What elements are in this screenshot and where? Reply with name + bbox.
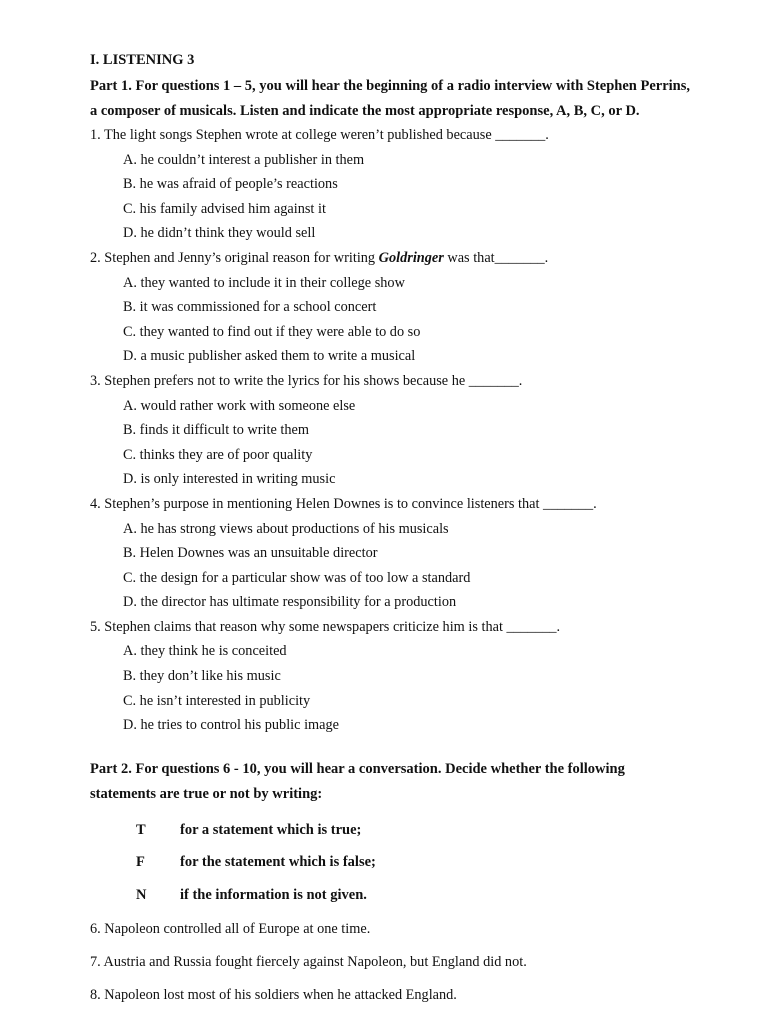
- question-1: [90, 123, 690, 246]
- option-a: A. he has strong views about productions of his musicals: [123, 520, 449, 537]
- question-stem: 3. Stephen prefers not to write the lyrics for his shows because he _______.: [90, 372, 523, 389]
- option-b: B. finds it difficult to write them: [123, 422, 309, 439]
- statement-list: [90, 913, 690, 1011]
- option-d: D. he tries to control his public image: [123, 717, 339, 734]
- option-b: B. Helen Downes was an unsuitable director: [123, 545, 378, 562]
- question-stem: 1. The light songs Stephen wrote at college weren’t published because _______.: [90, 127, 549, 143]
- section-title: I. LISTENING 3: [90, 52, 195, 68]
- option-c: C. his family advised him against it: [123, 200, 326, 217]
- legend-row-true: [90, 814, 690, 847]
- option-a: A. he couldn’t interest a publisher in them: [123, 151, 365, 168]
- legend-text: for a statement which is true;: [180, 821, 362, 838]
- legend-text: if the information is not given.: [180, 886, 367, 903]
- legend-text: for the statement which is false;: [180, 854, 376, 871]
- option-d: D. he didn’t think they would sell: [123, 225, 316, 242]
- option-b: B. they don’t like his music: [123, 668, 281, 685]
- question-5: [90, 615, 690, 738]
- stem-text: 2. Stephen and Jenny’s original reason for writing: [90, 249, 379, 266]
- legend-key: N: [136, 886, 147, 903]
- statement-7: 7. Austria and Russia fought fiercely against Napoleon, but England did not.: [90, 954, 527, 971]
- statement-8: 8. Napoleon lost most of his soldiers when he attacked England.: [90, 986, 457, 1003]
- option-d: D. is only interested in writing music: [123, 471, 336, 488]
- option-c: C. they wanted to find out if they were able to do so: [123, 323, 421, 340]
- option-c: C. he isn’t interested in publicity: [123, 692, 311, 709]
- legend-row-false: [90, 846, 690, 879]
- legend-row-not-given: [90, 879, 690, 912]
- question-3: [90, 369, 690, 492]
- answer-key-legend: [90, 814, 690, 912]
- stem-text: was that_______.: [443, 249, 549, 266]
- legend-key: T: [136, 821, 146, 838]
- statement-6: 6. Napoleon controlled all of Europe at one time.: [90, 921, 371, 938]
- option-d: D. a music publisher asked them to write a musical: [123, 348, 416, 365]
- option-c: C. the design for a particular show was of too low a standard: [123, 569, 471, 586]
- option-a: A. would rather work with someone else: [123, 397, 356, 414]
- legend-key: F: [136, 854, 145, 871]
- question-stem: 5. Stephen claims that reason why some newspapers criticize him is that _______.: [90, 618, 561, 635]
- option-a: A. they think he is conceited: [123, 643, 287, 660]
- worksheet-page: [90, 48, 690, 1012]
- option-b: B. it was commissioned for a school concert: [123, 299, 377, 316]
- question-stem: [90, 246, 690, 271]
- option-c: C. thinks they are of poor quality: [123, 446, 313, 463]
- part1-instructions: Part 1. For questions 1 – 5, you will hear the beginning of a radio interview with Stephen Perrins, a composer of musicals. Listen and indicate the most appropriate response, A, B, C, or D.: [90, 78, 691, 119]
- option-b: B. he was afraid of people’s reactions: [123, 176, 338, 193]
- option-d: D. the director has ultimate responsibility for a production: [123, 594, 457, 611]
- question-4: [90, 492, 690, 615]
- musical-title: Goldringer: [378, 249, 444, 266]
- question-stem: 4. Stephen’s purpose in mentioning Helen Downes is to convince listeners that _______.: [90, 495, 597, 512]
- part2-instructions: Part 2. For questions 6 - 10, you will hear a conversation. Decide whether the following statements are true or not by writing:: [90, 760, 625, 803]
- question-2: [90, 246, 690, 369]
- option-a: A. they wanted to include it in their college show: [123, 274, 405, 291]
